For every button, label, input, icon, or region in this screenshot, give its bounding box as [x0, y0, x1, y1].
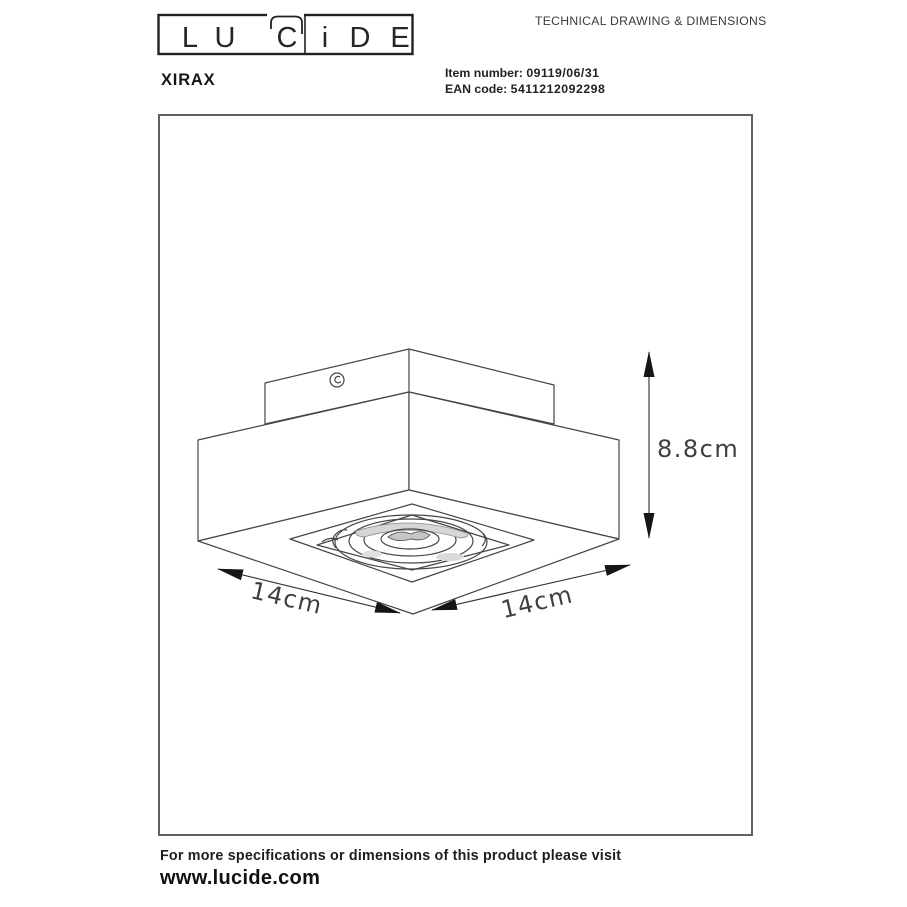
product-name: XIRAX	[161, 71, 216, 89]
logo-letter: C	[276, 22, 298, 54]
logo-letter: U	[214, 22, 236, 54]
dim-height-label: 8.8cm	[657, 435, 740, 463]
ean-label: EAN code:	[445, 82, 508, 96]
brand-logo-svg	[157, 13, 415, 59]
item-number-row	[445, 65, 605, 81]
item-info	[445, 65, 605, 97]
logo-letter: i	[321, 22, 329, 54]
ean-value: 5411212092298	[510, 82, 606, 96]
ean-row	[445, 81, 605, 97]
doc-title: TECHNICAL DRAWING & DIMENSIONS	[535, 14, 767, 28]
drawing-frame	[158, 114, 753, 836]
website-link[interactable]: www.lucide.com	[160, 867, 321, 889]
dim-depth-label: 14cm	[498, 580, 576, 625]
logo-letter: D	[349, 22, 371, 54]
logo-letter: L	[181, 22, 199, 54]
brand-logo	[157, 13, 415, 59]
lamp-shadow-left	[362, 551, 382, 558]
lamp-shadow-right	[436, 553, 464, 561]
lamp-lens-detail	[388, 532, 430, 541]
item-number-value: 09119/06/31	[526, 66, 600, 80]
logo-letter: E	[390, 22, 410, 54]
technical-drawing-svg	[160, 116, 751, 834]
footer-text: For more specifications or dimensions of this product please visit	[160, 848, 622, 864]
footer-note	[160, 848, 621, 890]
item-number-label: Item number:	[445, 66, 523, 80]
dim-width-label: 14cm	[248, 576, 326, 621]
